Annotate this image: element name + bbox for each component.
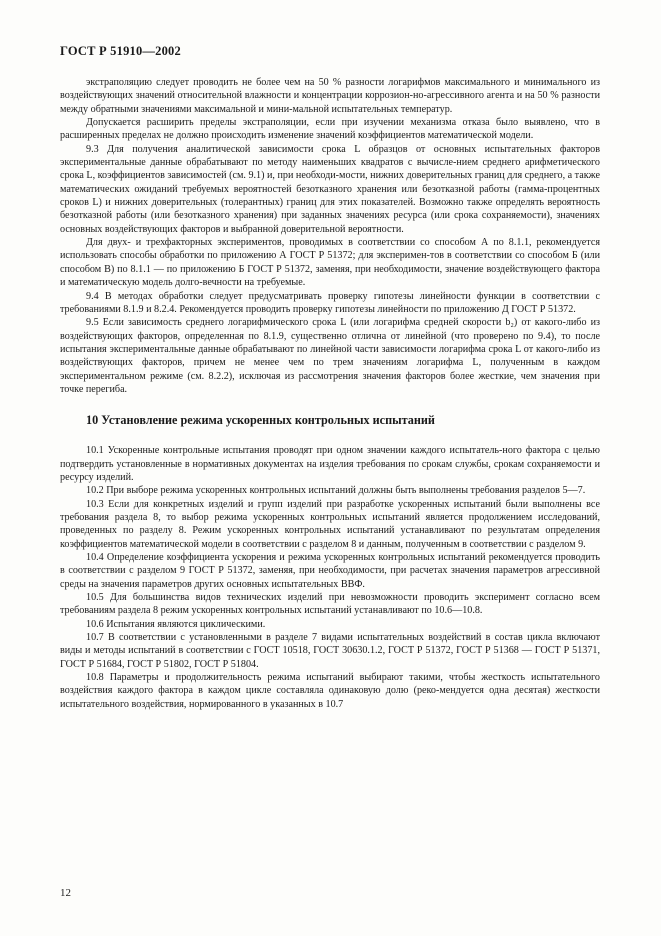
paragraph: 10.4 Определение коэффициента ускорения и режима ускоренных контрольных испытаний рекомендуется проводить в соответствии с разделом 9 ГОСТ Р 51372, заменяя, при необходимости, при расчетах значения параметров агрессивной среды на значения параметров других основных испытательных ВВФ. [60, 552, 600, 590]
paragraph: 10.3 Если для конкретных изделий и групп изделий при разработке ускоренных испытаний были выполнены все требования раздела 8, то выбор режима ускоренных контрольных испытаний является продолжением исследований, проведенных по разделу 8. Режим ускоренных контрольных испытаний устанавливают по результатам определения коэффициентов математической модели в соответствии с разделом 8 и данным, полученным в соответствии с разделом 9. [60, 498, 600, 550]
paragraph: экстраполяцию следует проводить не более чем на 50 % разности логарифмов максимального и минимального из воздействующих значений относительной влажности и концентрации коррозион-но-агрессивного агента и на 50 % разности между обратными значениями максимальной и мини-мальной испытательных температур. [60, 77, 600, 115]
paragraph: Для двух- и трехфакторных экспериментов, проводимых в соответствии со способом А по 8.1.1, рекомендуется использовать способы обработки по приложению А ГОСТ Р 51372; для эксперимен-тов в соответствии со способом Б (или способом В) по 8.1.1 — по приложению Б ГОСТ Р 51372, заменяя, при необходимости, значение воздействующего фактора и математическую модель долго-вечности на требуемые. [60, 237, 600, 289]
page-header: ГОСТ Р 51910—2002 [60, 44, 181, 58]
paragraph: 10.8 Параметры и продолжительность режима испытаний выбирают такими, чтобы жесткость испытательного воздействия каждого фактора в каждом цикле составляла одинаковую долю (реко-мендуется одна десятая) жесткости испытательного воздействия, нормированного в указанных в 10.7 [60, 672, 600, 710]
paragraph: 10.2 При выборе режима ускоренных контрольных испытаний должны быть выполнены требования разделов 5—7. [86, 485, 586, 497]
paragraph: 10.5 Для большинства видов технических изделий при невозможности проводить эксперимент согласно всем требованиям раздела 8 режим ускоренных контрольных испытаний устанавливают по 10.6—10.8. [60, 592, 600, 617]
paragraph: 10.1 Ускоренные контрольные испытания проводят при одном значении каждого испытатель-ного фактора с целью подтвердить установленные в нормативных документах на изделия требования по срокам службы, срокам сохраняемости и ресурсу изделий. [60, 445, 600, 483]
paragraph: Допускается расширить пределы экстраполяции, если при изучении механизма отказа было выявлено, что в расширенных пределах не должно происходить изменение значений коэффициентов математической модели. [60, 117, 600, 142]
document-body [60, 76, 600, 711]
paragraph: 10.7 В соответствии с установленными в разделе 7 видами испытательных воздействий в состав цикла включают виды и методы испытаний в соответствии с ГОСТ 10518, ГОСТ 30630.1.2, ГОСТ Р 51372, ГОСТ Р 51368 — ГОСТ Р 51371, ГОСТ Р 51684, ГОСТ Р 51802, ГОСТ Р 51804. [60, 632, 600, 670]
paragraph: 9.4 В методах обработки следует предусматривать проверку гипотезы линейности функции в соответствии с требованиями 8.1.9 и 8.2.4. Рекомендуется проводить проверку гипотезы линейности по приложению Д ГОСТ Р 51372. [60, 290, 600, 315]
paragraph: 9.3 Для получения аналитической зависимости срока L образцов от основных испытательных факторов экспериментальные данные обрабатывают по методу наименьших квадратов с вычисле-нием среднего арифметического срока L, коэффициентов зависимостей (см. 9.1) и, при необходи-мости, нижних доверительных границ для среднего, а также математических ожиданий требуемых вероятностей безотказного хранения или безотказной работы (гамма-процентных сроков L) и нижних доверительных (толерантных) границ для этих показателей. Возможно также определять вероятность безотказной работы (или безотказного хранения) при заданных значениях ресурса (или срока сохраняемости), значениях основных воздействующих факторов и выбранной доверительной вероятности. [60, 143, 600, 235]
section-heading: 10 Установление режима ускоренных контрольных испытаний [86, 413, 435, 428]
paragraph: 10.6 Испытания являются циклическими. [86, 618, 266, 630]
page-number: 12 [60, 887, 71, 899]
paragraph: 9.5 Если зависимость среднего логарифмического срока L (или логарифма средней скорости b₂) от какого-либо из воздействующих факторов, определенная по 8.1.9, существенно отлична от линейной (что проверено по 9.4), то после испытания экспериментальные данные обрабатывают по линейной части зависимости логарифма срока L от какого-либо из воздействующих факторов, причем не менее чем по трем значениям логарифма L, полученным в каждом экспериментальном режиме (см. 8.2.2), исключая из рассмотрения значения факторов более жесткие, чем значения при точке перегиба. [60, 317, 600, 395]
